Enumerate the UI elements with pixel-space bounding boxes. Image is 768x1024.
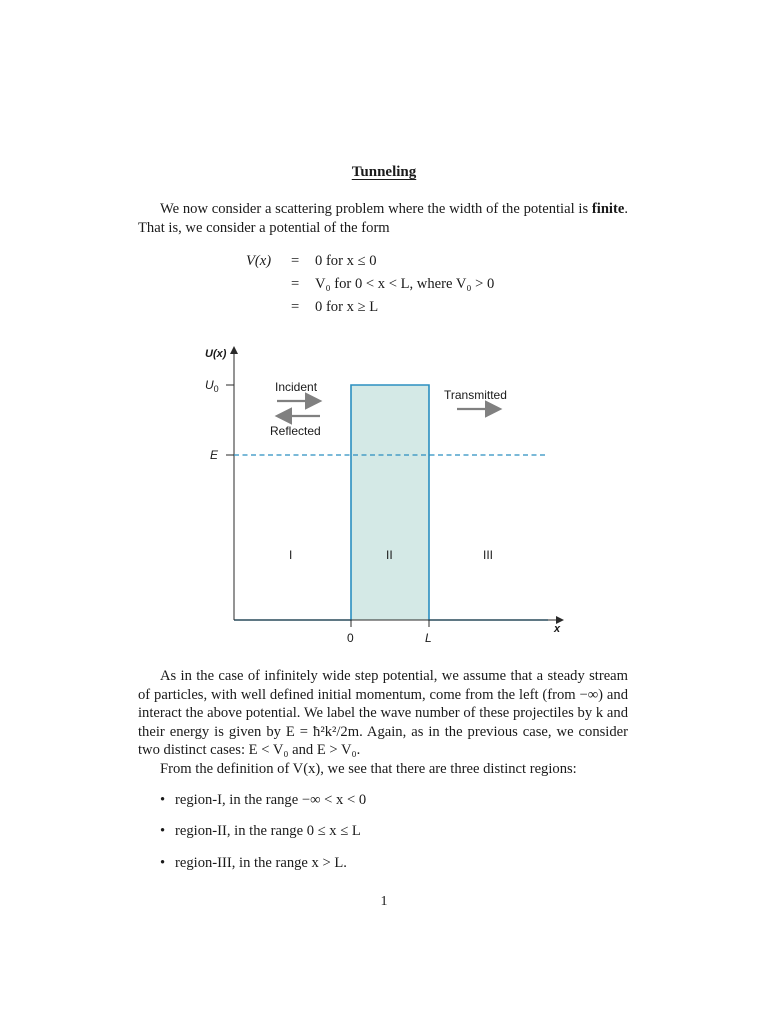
equation-op: = bbox=[291, 276, 300, 292]
body-paragraph: As in the case of infinitely wide step potential, we assume that a steady stream of particles, with well defined initial momentum, come from the left (from −∞) and interact the above potential. We label the wave number of these projectiles by k and their energy is given by E = ħ²k²/2m. Again, as in the previous case, we consider two distinct cases: E < V₀ and E > V₀. bbox=[138, 668, 628, 759]
transmitted-label: Transmitted bbox=[444, 388, 507, 402]
equation-rhs: 0 for x ≤ 0 bbox=[315, 253, 377, 269]
equation-rhs: 0 for x ≥ L bbox=[315, 299, 379, 315]
barrier-region bbox=[351, 385, 429, 620]
equation-op: = bbox=[291, 253, 300, 269]
bullet-icon: • bbox=[160, 855, 166, 871]
region-label-3: III bbox=[483, 548, 494, 562]
page-number: 1 bbox=[380, 894, 388, 909]
list-item: • region-I, in the range −∞ < x < 0 bbox=[160, 792, 367, 808]
x-axis-label: x bbox=[554, 623, 561, 635]
equation-lhs: V(x) bbox=[246, 253, 272, 269]
reflected-label: Reflected bbox=[270, 424, 321, 438]
zero-label: 0 bbox=[347, 631, 354, 645]
bullet-icon: • bbox=[160, 792, 166, 808]
incident-label: Incident bbox=[275, 380, 318, 394]
y-axis-label: U(x) bbox=[205, 348, 227, 360]
section-title: Tunneling bbox=[351, 164, 417, 180]
region-label-2: II bbox=[386, 548, 393, 562]
bullet-icon: • bbox=[160, 823, 166, 839]
list-item: • region-II, in the range 0 ≤ x ≤ L bbox=[160, 823, 361, 839]
l-label: L bbox=[425, 631, 432, 645]
list-item: • region-III, in the range x > L. bbox=[160, 855, 347, 871]
regions-intro-paragraph: From the definition of V(x), we see that there are three distinct regions: bbox=[160, 761, 577, 777]
intro-bold-word: finite bbox=[591, 201, 625, 217]
equation-op: = bbox=[291, 299, 300, 315]
intro-paragraph: We now consider a scattering problem where the width of the potential is finite. That is, we consider a potential of the form bbox=[138, 201, 628, 236]
e-label: E bbox=[210, 448, 219, 462]
u0-label: $U_0$ bbox=[205, 378, 219, 394]
region-label-1: I bbox=[289, 548, 293, 562]
equation-rhs: V₀ for 0 < x < L, where V₀ > 0 bbox=[315, 276, 495, 292]
